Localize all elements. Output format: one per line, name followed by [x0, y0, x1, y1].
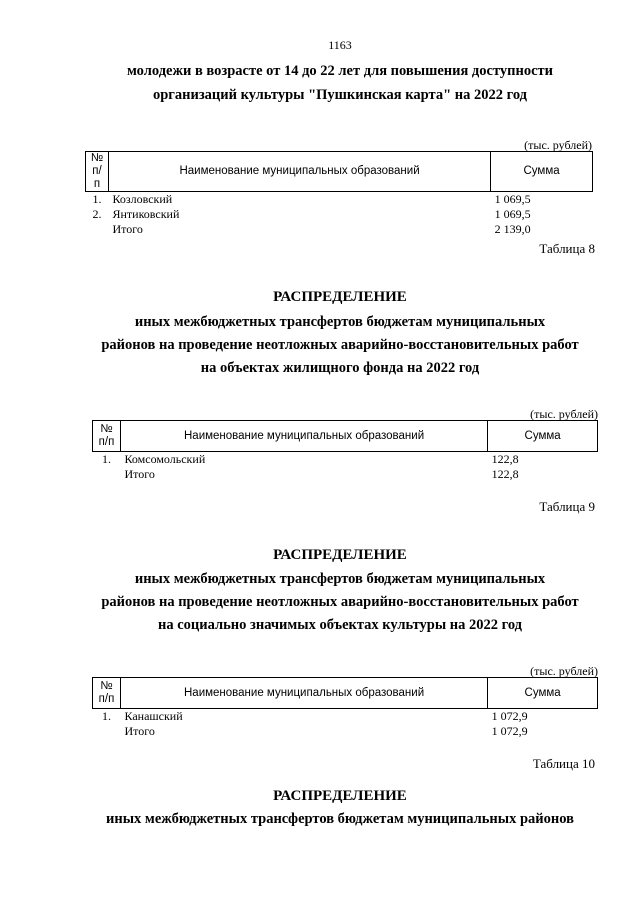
- table-total-row: Итого 122,8: [124, 467, 519, 481]
- table-total-row: Итого 1 072,9: [124, 724, 528, 738]
- table-9-heading-line-2: районов на проведение неотложных аварийно-восстановительных работ: [101, 594, 579, 610]
- table-9-label: Таблица 9: [539, 499, 595, 514]
- intro-heading-line-2: организаций культуры "Пушкинская карта" на 2022 год: [152, 87, 527, 103]
- table-row: 1. Козловский 1 069,5: [92, 192, 531, 206]
- column-header-sum: Сумма: [488, 421, 598, 452]
- column-header-name: Наименование муниципальных образований: [108, 152, 490, 192]
- table-row: 1. Канашский 1 072,9: [101, 709, 528, 723]
- table-8: [92, 420, 598, 482]
- column-header-num: № п/п: [93, 421, 121, 452]
- table-9-heading-line-1: иных межбюджетных трансфертов бюджетам муниципальных: [134, 571, 546, 587]
- column-header-name: Наименование муниципальных образований: [120, 421, 487, 452]
- table-9: [92, 677, 598, 739]
- table-header-row: [93, 678, 598, 709]
- column-header-name: Наименование муниципальных образований: [120, 678, 487, 709]
- page-number: 1163: [328, 38, 352, 52]
- units-label: (тыс. рублей): [530, 664, 598, 678]
- column-header-sum: Сумма: [491, 152, 593, 192]
- table-8-heading-line-3: на объектах жилищного фонда на 2022 год: [200, 360, 480, 376]
- distribution-table: [85, 151, 593, 237]
- units-label: (тыс. рублей): [524, 138, 592, 152]
- table-8-heading-line-1: иных межбюджетных трансфертов бюджетам муниципальных: [134, 314, 546, 330]
- table-10-heading-line-1: иных межбюджетных трансфертов бюджетам муниципальных районов: [106, 811, 574, 827]
- units-label: (тыс. рублей): [530, 407, 598, 421]
- intro-heading-line-1: молодежи в возрасте от 14 до 22 лет для повышения доступности: [126, 63, 554, 79]
- column-header-sum: Сумма: [488, 678, 598, 709]
- table-8-heading-line-2: районов на проведение неотложных аварийно-восстановительных работ: [101, 337, 579, 353]
- table-10-title: РАСПРЕДЕЛЕНИЕ: [273, 788, 407, 804]
- table-10-label: Таблица 10: [532, 756, 595, 771]
- table-8-title: РАСПРЕДЕЛЕНИЕ: [273, 289, 407, 305]
- column-header-num: № п/п: [86, 152, 109, 192]
- table-row: 2. Янтиковский 1 069,5: [92, 207, 531, 221]
- table-9-heading-line-3: на социально значимых объектах культуры на 2022 год: [157, 617, 523, 633]
- table-header-row: [86, 152, 593, 192]
- column-header-num: № п/п: [93, 678, 121, 709]
- table-header-row: [93, 421, 598, 452]
- table-total-row: Итого 2 139,0: [112, 222, 531, 236]
- table-8-label: Таблица 8: [539, 241, 595, 256]
- table-row: 1. Комсомольский 122,8: [101, 452, 519, 466]
- table-9-title: РАСПРЕДЕЛЕНИЕ: [273, 547, 407, 563]
